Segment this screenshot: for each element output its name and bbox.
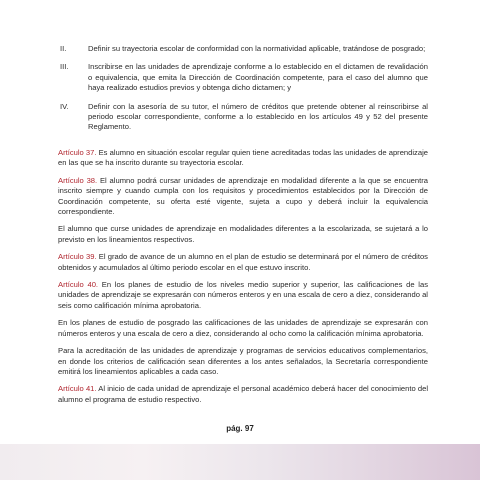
paragraph-text: Al inicio de cada unidad de aprendizaje el personal académico deberá hacer del conocimiento del alumno el programa de estudio respectivo. bbox=[58, 384, 429, 404]
document-body bbox=[58, 148, 428, 412]
paragraph-text: El alumno podrá cursar unidades de aprendizaje en modalidad diferente a la que se encuentra inscrito siempre y cuando cumpla con los requisitos y procedimientos establecidos por la Dirección de Coordinación competente, su oferta esté vigente, sujeta a cupo y deberá incluir la equivalencia correspondiente. bbox=[58, 175, 428, 217]
list-text: Definir su trayectoria escolar de conformidad con la normatividad aplicable, tratándose de posgrado; bbox=[88, 44, 426, 53]
list-item bbox=[60, 44, 428, 54]
list-text: Definir con la asesoría de su tutor, el número de créditos que pretende obtener al reinscribirse al periodo escolar correspondiente, conforme a lo establecido en los artículos 49 y 52 del presente Reglamento. bbox=[88, 101, 428, 132]
article-label: Artículo 41. bbox=[58, 384, 97, 394]
paragraph-article-41 bbox=[58, 384, 428, 405]
list-item bbox=[60, 62, 428, 93]
list-number: IV. bbox=[60, 101, 69, 111]
article-label: Artículo 39. bbox=[58, 252, 97, 262]
paragraph-article-40 bbox=[58, 280, 428, 311]
paragraph-article-37 bbox=[58, 148, 428, 169]
paragraph bbox=[58, 224, 428, 245]
article-label: Artículo 38. bbox=[58, 175, 98, 185]
paragraph bbox=[58, 346, 428, 377]
paragraph-text: El alumno que curse unidades de aprendizaje en modalidades diferentes a la escolarizada, se sujetará a lo previsto en los lineamientos respectivos. bbox=[58, 224, 428, 244]
list-number: III. bbox=[60, 62, 69, 72]
article-label: Artículo 37. bbox=[58, 148, 97, 157]
list-number: II. bbox=[60, 44, 67, 53]
paragraph-text: En los planes de estudio de posgrado las calificaciones de las unidades de aprendizaje se expresarán con números enteros y una escala de cero a diez, considerando al ocho como la calificación mínima aprobatoria. bbox=[58, 318, 428, 338]
decorative-footer-band bbox=[0, 444, 480, 480]
article-label: Artículo 40. bbox=[58, 280, 99, 290]
paragraph bbox=[58, 318, 428, 339]
paragraph-text: En los planes de estudio de los niveles medio superior y superior, las calificaciones de las unidades de aprendizaje se expresarán con números enteros y en una escala de cero a diez, considerando al seis como calificación mínima aprobatoria. bbox=[58, 280, 428, 310]
paragraph-text: Es alumno en situación escolar regular quien tiene acreditadas todas las unidades de aprendizaje en las que se ha inscrito durante su trayectoria escolar. bbox=[58, 148, 428, 168]
paragraph-text: El grado de avance de un alumno en el plan de estudio se determinará por el número de créditos obtenidos y acumulados al último periodo escolar en el que estuvo inscrito. bbox=[58, 252, 428, 272]
list-item bbox=[60, 102, 428, 133]
paragraph-text: Para la acreditación de las unidades de aprendizaje y programas de servicios educativos complementarios, en donde los criterios de calificación sean diferentes a los antes señalados, la Secretaría correspondiente emitirá los lineamientos aplicables a cada caso. bbox=[58, 346, 428, 376]
paragraph-article-38 bbox=[58, 176, 428, 218]
page-number: pág. 97 bbox=[226, 424, 254, 433]
numbered-list bbox=[60, 44, 428, 141]
list-text: Inscribirse en las unidades de aprendizaje conforme a lo establecido en el dictamen de revalidación o equivalencia, que emita la Dirección de Coordinación competente, para el caso del alumno que haya realizado estudios previos y obtenga dicho dictamen; y bbox=[88, 62, 428, 93]
paragraph-article-39 bbox=[58, 252, 428, 273]
